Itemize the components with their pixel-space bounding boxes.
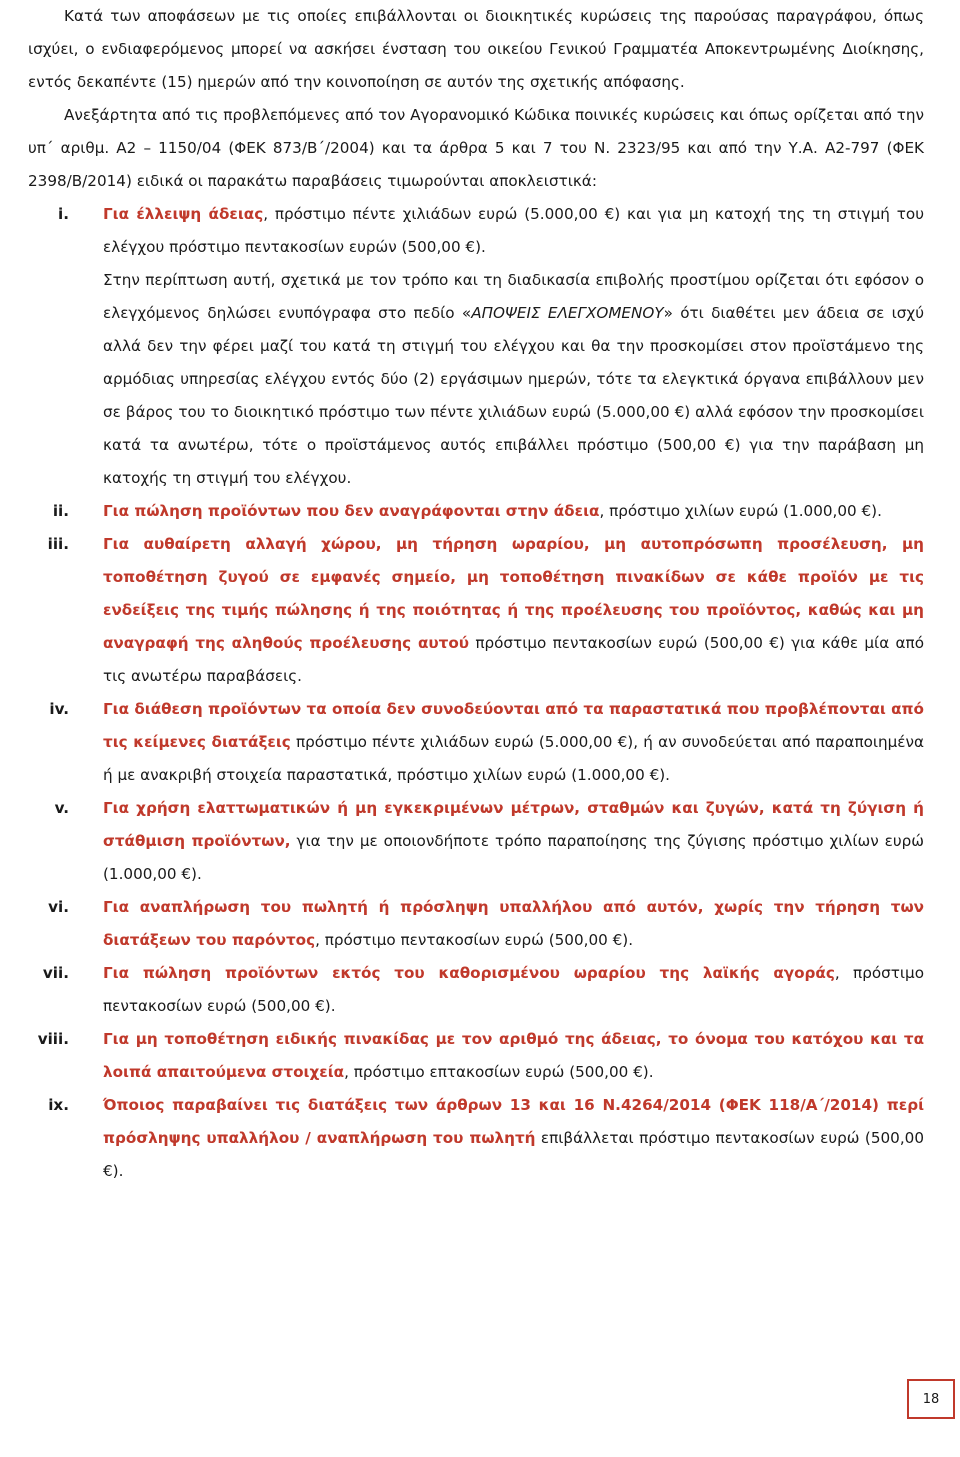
item-body: [103, 528, 924, 693]
item-text: πρόστιμο πεντακοσίων ευρώ (500,00 €) για κάθε μία από τις ανωτέρω παραβάσεις.: [103, 634, 924, 685]
penalties-list: [28, 198, 924, 1188]
item-body: [103, 198, 924, 495]
item-highlight: Για έλλειψη άδειας: [103, 205, 264, 223]
list-item: [28, 891, 924, 957]
paragraph-objection: Κατά των αποφάσεων με τις οποίες επιβάλλονται οι διοικητικές κυρώσεις της παρούσας παραγράφου, όπως ισχύει, ο ενδιαφερόμενος μπορεί να ασκήσει ένσταση του οικείου Γενικού Γραμματέα Αποκεντρωμένης Διοίκησης, εντός δεκαπέντε (15) ημερών από την κοινοποίηση σε αυτόν της σχετικής απόφασης.: [28, 7, 924, 91]
item-highlight: Για αυθαίρετη αλλαγή χώρου, μη τήρηση ωραρίου, μη αυτοπρόσωπη προσέλευση, μη τοποθέτηση ζυγού σε εμφανές σημείο, μη τοποθέτηση πινακίδων σε κάθε προϊόν με τις ενδείξεις της τιμής πώλησης ή της ποιότητας ή της προέλευσης του προϊόντος, καθώς και μη αναγραφή της αληθούς προέλευσης αυτού: [103, 535, 924, 652]
item-body: [103, 1089, 924, 1188]
list-item: [28, 198, 924, 495]
item-body: [103, 693, 924, 792]
item-number: ix.: [48, 1096, 69, 1114]
item-highlight: Για διάθεση προϊόντων τα οποία δεν συνοδεύονται από τα παραστατικά που προβλέπονται από τις κείμενες διατάξεις: [103, 700, 924, 751]
item-text: , πρόστιμο επτακοσίων ευρώ (500,00 €).: [344, 1063, 654, 1081]
item-number: viii.: [37, 1030, 69, 1048]
item-number: i.: [58, 205, 69, 223]
item-number: vi.: [48, 898, 69, 916]
item-body: [103, 1023, 924, 1089]
item-number: vii.: [42, 964, 69, 982]
item-text: , πρόστιμο χιλίων ευρώ (1.000,00 €).: [599, 502, 882, 520]
item-number: v.: [54, 799, 69, 817]
item-highlight: Όποιος παραβαίνει τις διατάξεις των άρθρων 13 και 16 Ν.4264/2014 (ΦΕΚ 118/Α΄/2014) περί πρόσληψης υπαλλήλου / αναπλήρωση του πωλητή: [103, 1096, 924, 1147]
item-text: για την με οποιονδήποτε τρόπο παραποίησης της ζύγισης πρόστιμο χιλίων ευρώ (1.000,00 €).: [103, 832, 924, 883]
item-body: [103, 495, 924, 528]
item-emphasis: ΑΠΟΨΕΙΣ ΕΛΕΓΧΟΜΕΝΟΥ: [471, 304, 664, 322]
item-number: iv.: [49, 700, 69, 718]
item-body: [103, 957, 924, 1023]
item-number: ii.: [52, 502, 69, 520]
item-text: , πρόστιμο πεντακοσίων ευρώ (500,00 €).: [315, 931, 634, 949]
item-highlight: Για χρήση ελαττωματικών ή μη εγκεκριμένων μέτρων, σταθμών και ζυγών, κατά τη ζύγιση ή στάθμιση προϊόντων,: [103, 799, 924, 850]
list-item: [28, 1089, 924, 1188]
list-item: [28, 792, 924, 891]
item-subparagraph: Στην περίπτωση αυτή, σχετικά με τον τρόπο και τη διαδικασία επιβολής προστίμου ορίζεται ότι εφόσον ο ελεγχόμενος δηλώσει ενυπόγραφα στο πεδίο «ΑΠΟΨΕΙΣ ΕΛΕΓΧΟΜΕΝΟΥ» ότι διαθέτει μεν άδεια σε ισχύ αλλά δεν την φέρει μαζί του κατά τη στιγμή του ελέγχου και θα την προσκομίσει στον προϊστάμενο της αρμόδιας υπηρεσίας ελέγχου εντός δύο (2) εργάσιμων ημερών, τότε τα ελεγκτικά όργανα επιβάλλουν μεν σε βάρος του το διοικητικό πρόστιμο των πέντε χιλιάδων ευρώ (5.000,00 €) αλλά εφόσον την προσκομίσει κατά τα ανωτέρω, τότε ο προϊστάμενος αυτός επιβάλλει πρόστιμο (500,00 €) για την παράβαση μη κατοχής τη στιγμή του ελέγχου.: [103, 271, 924, 487]
item-body: [103, 792, 924, 891]
list-item: [28, 528, 924, 693]
list-item: [28, 957, 924, 1023]
item-highlight: Για πώληση προϊόντων εκτός του καθορισμένου ωραρίου της λαϊκής αγοράς: [103, 964, 835, 982]
item-body: [103, 891, 924, 957]
item-highlight: Για μη τοποθέτηση ειδικής πινακίδας με τον αριθμό της άδειας, το όνομα του κατόχου και τα λοιπά απαιτούμενα στοιχεία: [103, 1030, 924, 1081]
list-item: [28, 693, 924, 792]
list-item: [28, 1023, 924, 1089]
paragraph-penalties-intro: Ανεξάρτητα από τις προβλεπόμενες από τον Αγορανομικό Κώδικα ποινικές κυρώσεις και όπως ορίζεται από την υπ΄ αριθμ. Α2 – 1150/04 (ΦΕΚ 873/Β΄/2004) και τα άρθρα 5 και 7 του Ν. 2323/95 και από την Υ.Α. Α2-797 (ΦΕΚ 2398/Β/2014) ειδικά οι παρακάτω παραβάσεις τιμωρούνται αποκλειστικά:: [28, 106, 924, 190]
item-text: επιβάλλεται πρόστιμο πεντακοσίων ευρώ (500,00 €).: [103, 1129, 924, 1180]
item-highlight: Για αναπλήρωση του πωλητή ή πρόσληψη υπαλλήλου από αυτόν, χωρίς την τήρηση των διατάξεων του παρόντος: [103, 898, 924, 949]
item-text: , πρόστιμο πέντε χιλιάδων ευρώ (5.000,00 €) και για μη κατοχή της τη στιγμή του ελέγχου πρόστιμο πεντακοσίων ευρών (500,00 €).: [103, 205, 924, 256]
item-text: , πρόστιμο πεντακοσίων ευρώ (500,00 €).: [103, 964, 924, 1015]
item-number: iii.: [47, 535, 69, 553]
list-item: [28, 495, 924, 528]
item-text: πρόστιμο πέντε χιλιάδων ευρώ (5.000,00 €), ή αν συνοδεύεται από παραποιημένα ή με ανακριβή στοιχεία παραστατικά, πρόστιμο χιλίων ευρώ (1.000,00 €).: [103, 733, 925, 784]
document-page: [28, 0, 924, 1188]
page-number: 18: [922, 1391, 940, 1407]
item-highlight: Για πώληση προϊόντων που δεν αναγράφονται στην άδεια: [103, 502, 600, 520]
page-number-box: [907, 1379, 955, 1419]
